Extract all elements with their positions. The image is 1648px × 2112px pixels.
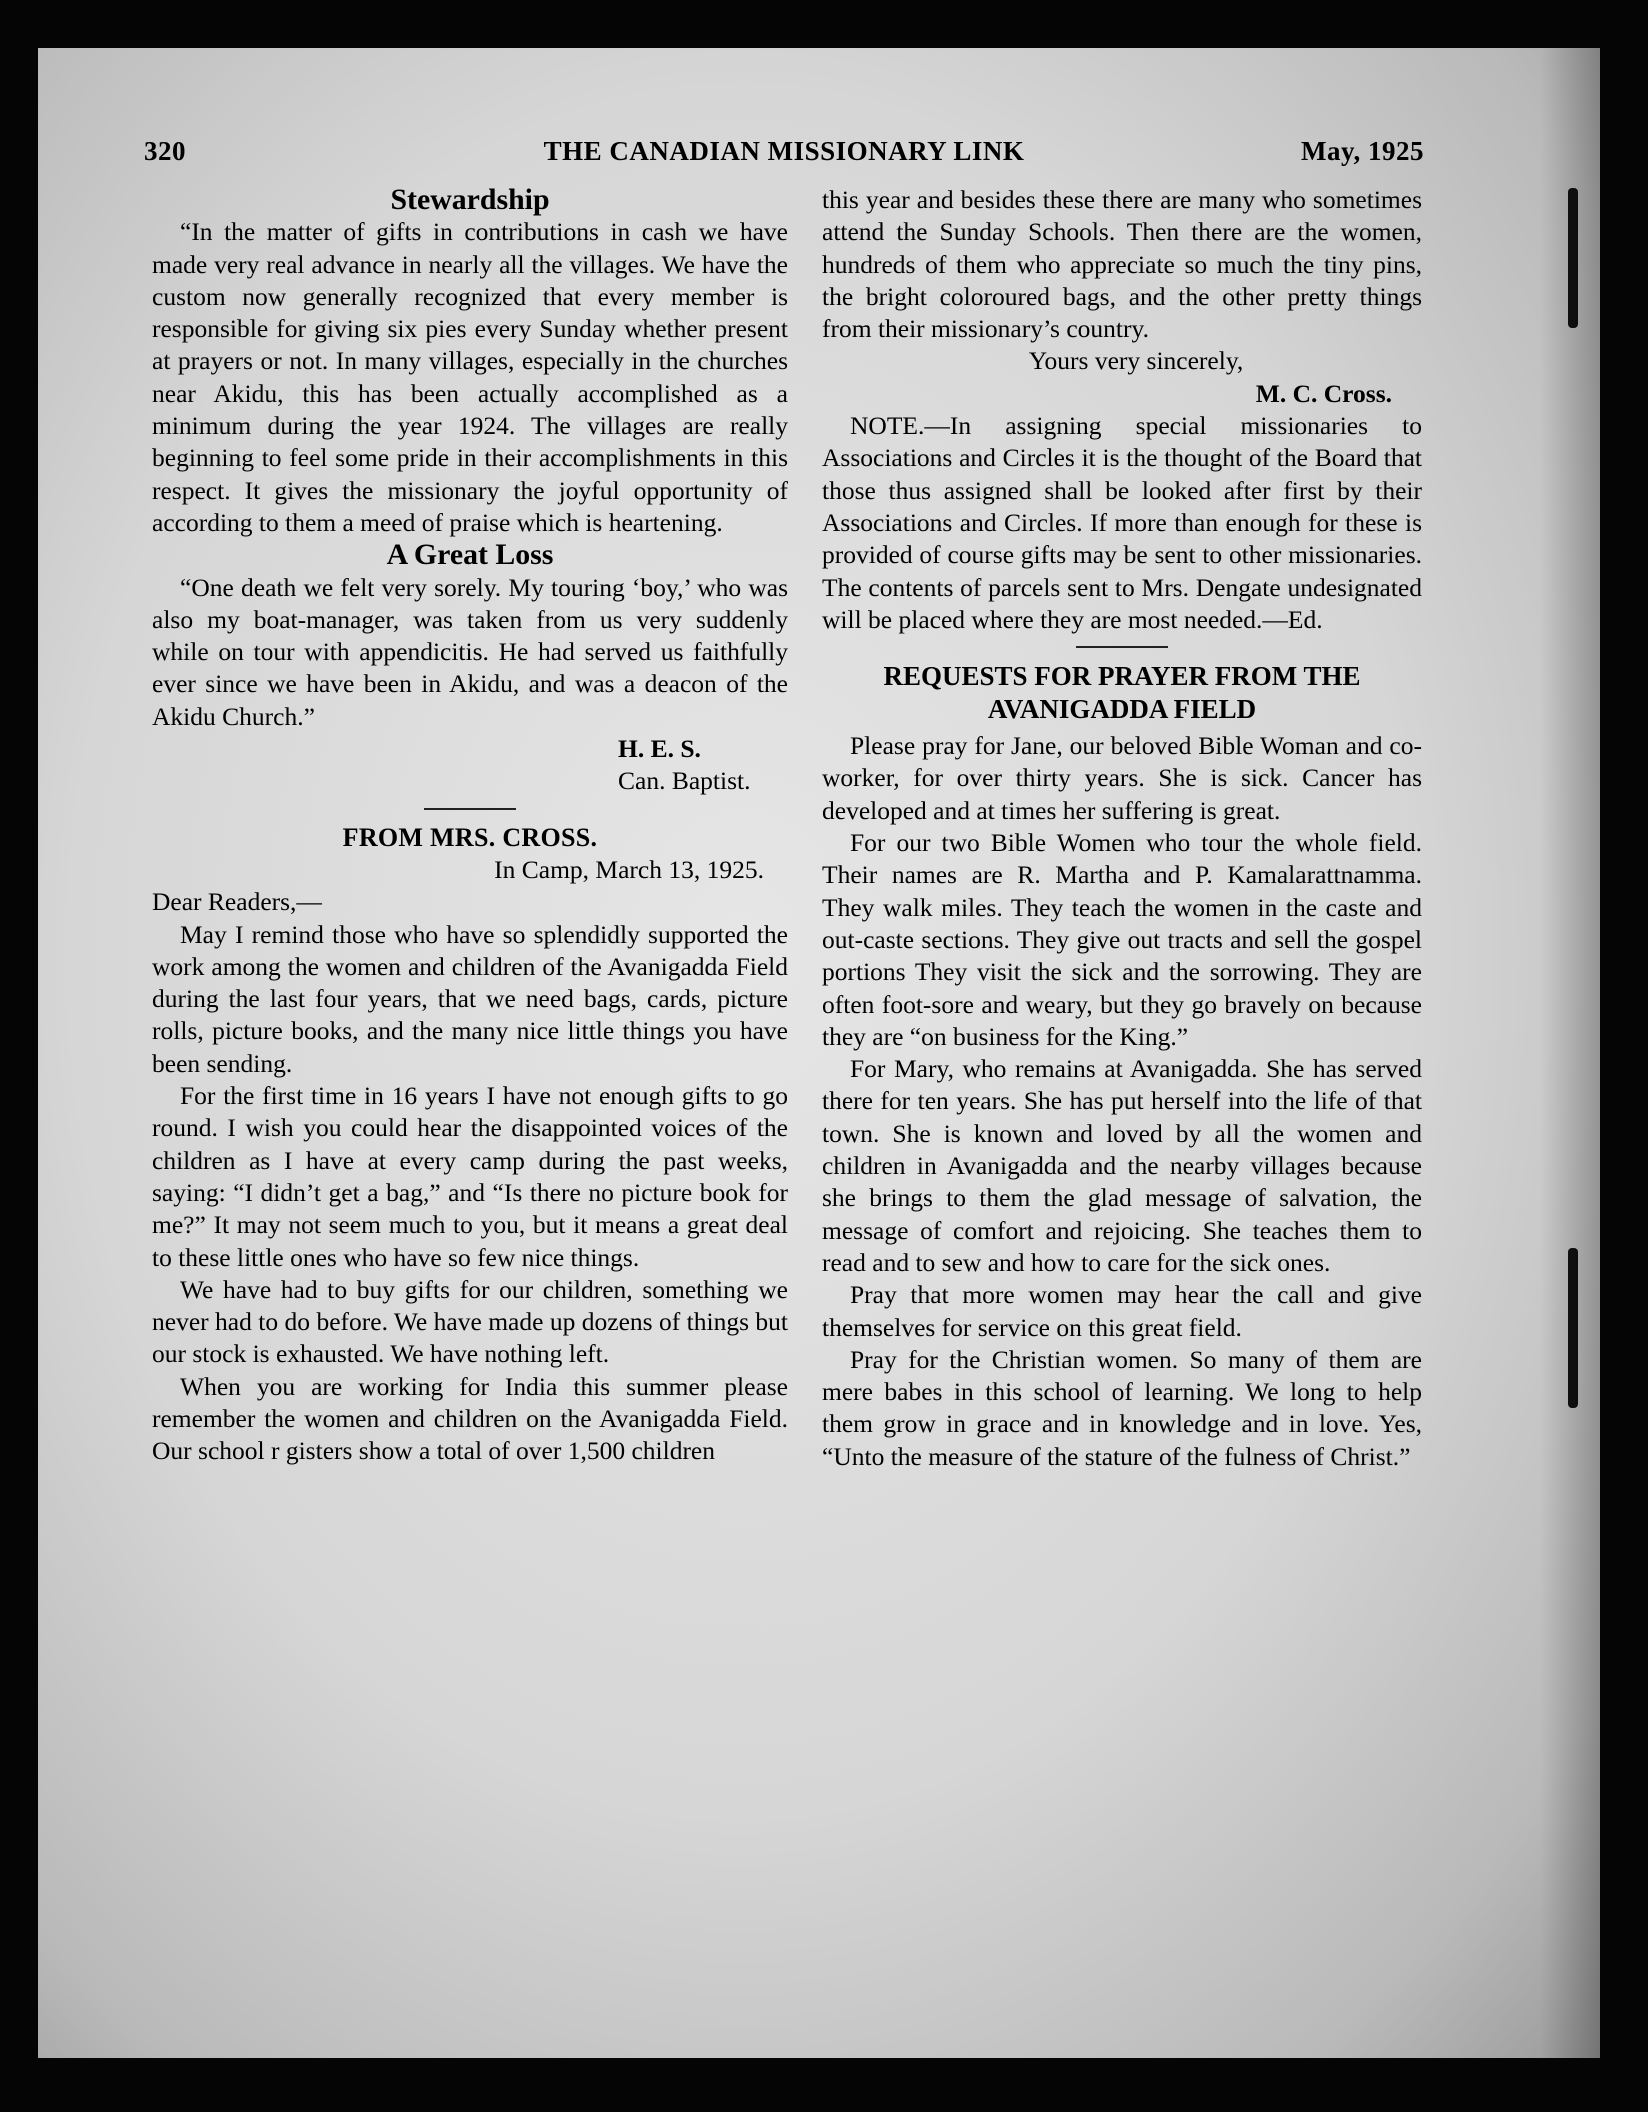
mrs-cross-paragraph: When you are working for India this summer please remember the women and children on the Avanigadda Field. Our school r gisters show a total of over 1,500 children bbox=[152, 1371, 788, 1466]
stewardship-heading: Stewardship bbox=[390, 183, 550, 216]
letter-signature: M. C. Cross. bbox=[1255, 378, 1392, 408]
prayer-paragraph: Pray that more women may hear the call and give themselves for service on this great field. bbox=[822, 1280, 1422, 1342]
great-loss-source: Can. Baptist. bbox=[618, 766, 751, 796]
running-header bbox=[144, 136, 1424, 176]
left-column bbox=[152, 184, 788, 1468]
prayer-paragraph: Please pray for Jane, our beloved Bible Woman and co-worker, for over thirty years. She is sick. Cancer has developed and at times her suffering is great. bbox=[822, 731, 1422, 825]
mrs-cross-paragraph: We have had to buy gifts for our children, something we never had to do before. We have made up dozens of things but our stock is exhausted. We have nothing left. bbox=[152, 1274, 788, 1369]
binding-mark bbox=[1568, 1248, 1578, 1408]
mrs-cross-paragraph: May I remind those who have so splendidly supported the work among the women and children of the Avanigadda Field during the last four years, that we need bags, cards, picture rolls, picture books, and the many nice little things you have been sending. bbox=[152, 919, 788, 1078]
journal-title: THE CANADIAN MISSIONARY LINK bbox=[543, 136, 1025, 166]
section-divider bbox=[424, 808, 516, 810]
stewardship-paragraph: “In the matter of gifts in contributions in cash we have made very real advance in nearly all the villages. We have the custom now generally recognized that every member is responsible for giving six pies every Sunday whether present at prayers or not. In many villages, especially in the churches near Akidu, this has been actually accomplished as a minimum during the year 1924. The villages are really beginning to feel some pride in their accomplishments in this respect. It gives the missionary the joyful opportunity of according to them a meed of praise which is heartening. bbox=[152, 217, 788, 537]
binding-mark bbox=[1568, 188, 1578, 328]
mrs-cross-dateline: In Camp, March 13, 1925. bbox=[494, 854, 764, 884]
great-loss-paragraph: “One death we felt very sorely. My touring ‘boy,’ who was also my boat-manager, was taken from us very suddenly while on tour with appendicitis. He had served us faithfully ever since we have been in Akidu, and was a deacon of the Akidu Church.” bbox=[152, 572, 788, 731]
letter-closing: Yours very sincerely, bbox=[1028, 346, 1244, 376]
right-column bbox=[822, 184, 1422, 1473]
page-number: 320 bbox=[144, 136, 186, 166]
editor-note: NOTE.—In assigning special missionaries to Associations and Circles it is the thought of the Board that those thus assigned shall be looked after first by their Associations and Circles. If more than enough for these is provided of course gifts may be sent to other missionaries. The contents of parcels sent to Mrs. Dengate undesignated will be placed where they are most needed.—Ed. bbox=[822, 411, 1422, 634]
prayer-paragraph: For our two Bible Women who tour the whole field. Their names are R. Martha and P. Kamalarattnamma. They walk miles. They teach the women in the caste and out-caste sections. They give out tracts and sell the gospel portions They visit the sick and the sorrowing. They are often foot-sore and weary, but they go bravely on because they are “on business for the King.” bbox=[822, 828, 1422, 1051]
mrs-cross-salutation: Dear Readers,— bbox=[152, 887, 322, 917]
prayer-paragraph: For Mary, who remains at Avanigadda. She has served there for ten years. She has put herself into the life of that town. She is known and loved by all the women and children in Avanigadda and the nearby villages because she brings to them the glad message of salvation, the message of comfort and rejoicing. She teaches them to read and to sew and how to care for the sick ones. bbox=[822, 1054, 1422, 1277]
mrs-cross-paragraph: For the first time in 16 years I have not enough gifts to go round. I wish you could hear the disappointed voices of the children as I have at every camp during the past weeks, saying: “I didn’t get a bag,” and “Is there no picture book for me?” It may not seem much to you, but it means a great deal to these little ones who have so few nice things. bbox=[152, 1081, 788, 1272]
prayer-paragraph: Pray for the Christian women. So many of them are mere babes in this school of learning. We long to help them grow in grace and in knowledge and in love. Yes, “Unto the measure of the stature of the fulness of Christ.” bbox=[822, 1344, 1422, 1471]
issue-date: May, 1925 bbox=[1301, 136, 1424, 166]
prayer-heading-line1: REQUESTS FOR PRAYER FROM THE bbox=[883, 661, 1361, 692]
prayer-heading-line2: AVANIGADDA FIELD bbox=[987, 694, 1257, 725]
great-loss-heading: A Great Loss bbox=[386, 538, 554, 572]
great-loss-signature: H. E. S. bbox=[618, 734, 701, 764]
mrs-cross-heading: FROM MRS. CROSS. bbox=[342, 822, 598, 852]
mrs-cross-continuation: this year and besides these there are many who sometimes attend the Sunday Schools. Then there are the women, hundreds of them who appreciate so much the tiny pins, the bright coloroured bags, and the other pretty things from their missionary’s country. bbox=[822, 185, 1422, 344]
section-divider bbox=[1076, 646, 1168, 648]
